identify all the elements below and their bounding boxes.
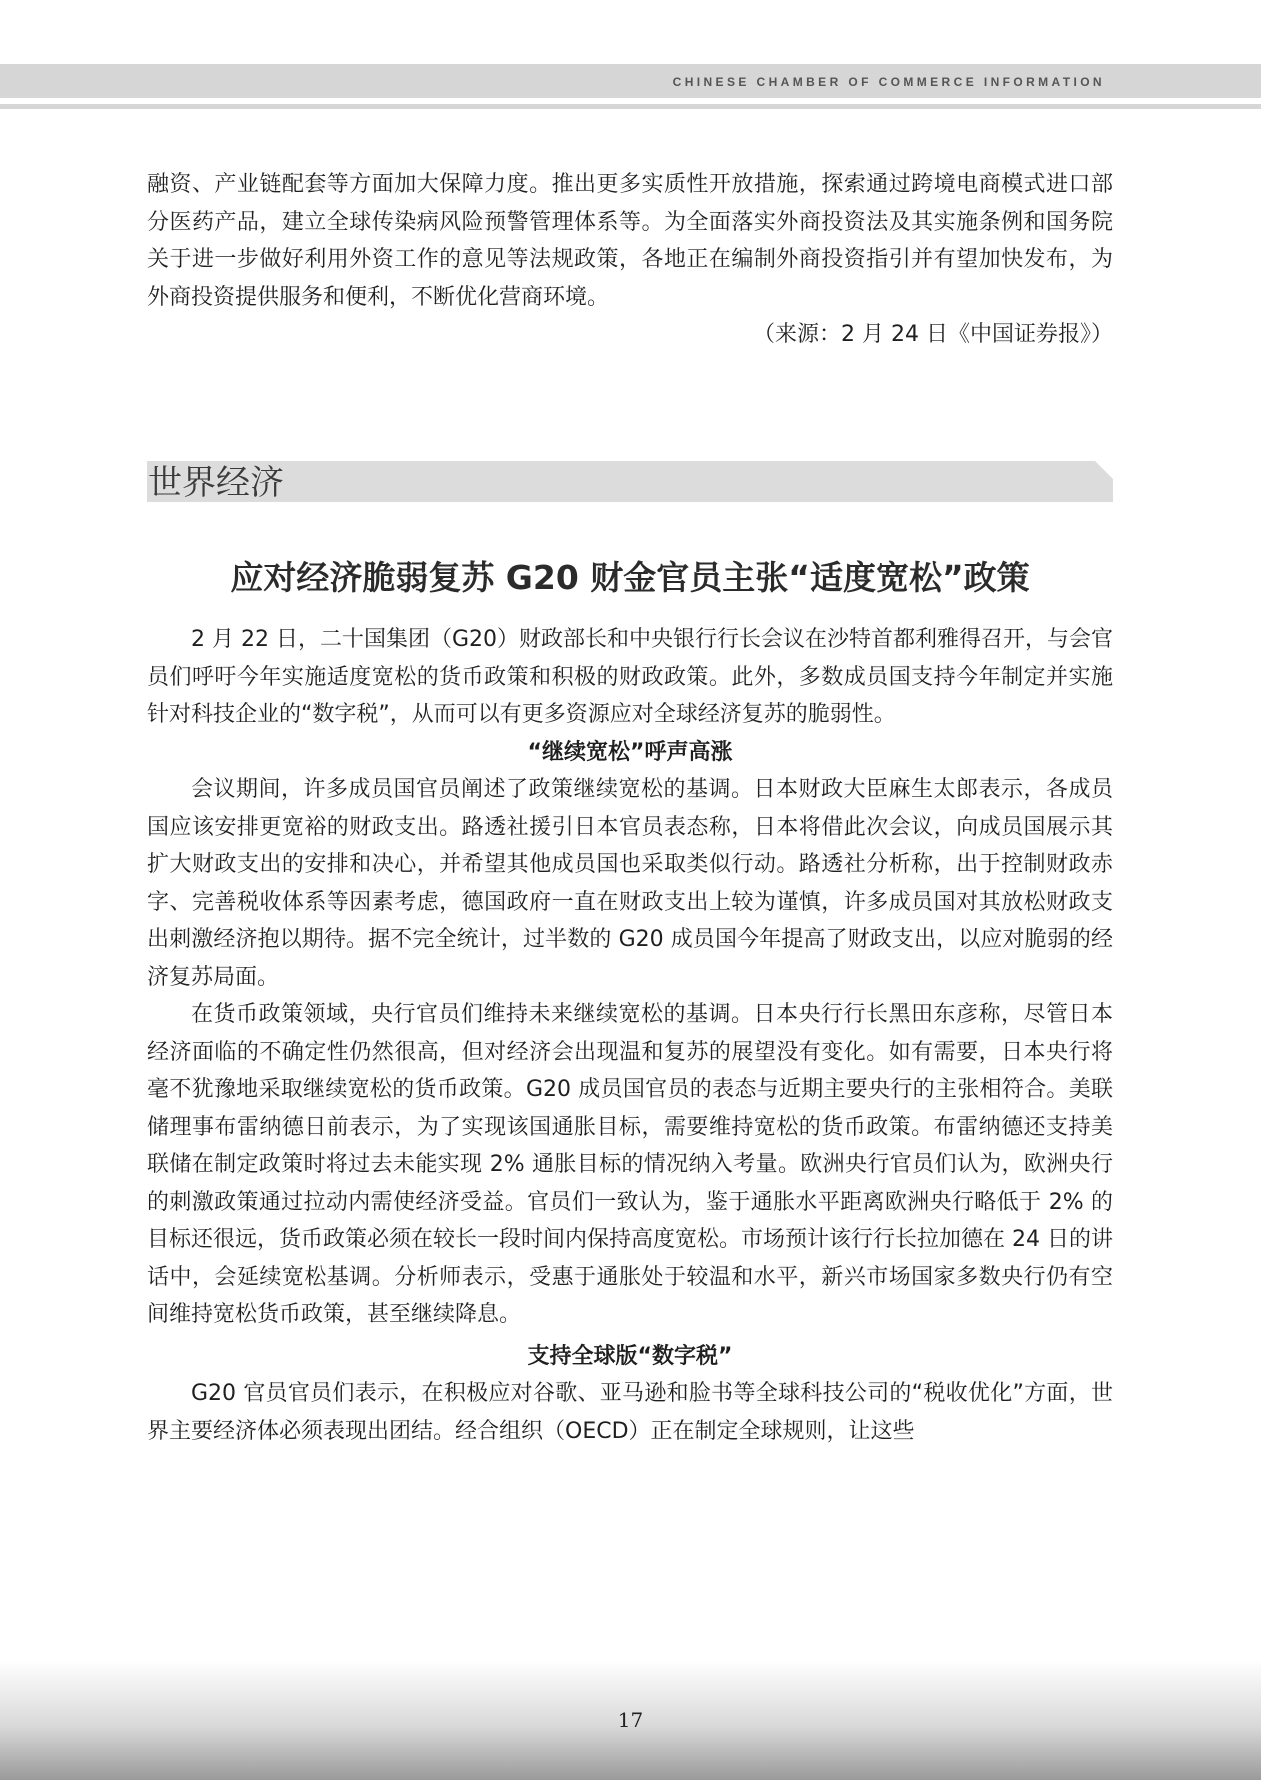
paragraph-digital-tax: G20 官员官员们表示，在积极应对谷歌、亚马逊和脸书等全球科技公司的“税收优化”方面，世界主要经济体必须表现出团结。经合组织（OECD）正在制定全球规则，让这些 — [147, 1381, 1113, 1444]
publication-name: CHINESE CHAMBER OF COMMERCE INFORMATION — [672, 75, 1105, 89]
section-label: 世界经济 — [148, 463, 284, 503]
previous-article-tail: 融资、产业链配套等方面加大保障力度。推出更多实质性开放措施，探索通过跨境电商模式进口部分医药产品，建立全球传染病风险预警管理体系等。为全面落实外商投资法及其实施条例和国务院关于进一步做好利用外资工作的意见等法规政策，各地正在编制外商投资指引并有望加快发布，为外商投资提供服务和便利，不断优化营商环境。 — [147, 172, 1113, 310]
article-intro: 2 月 22 日，二十国集团（G20）财政部长和中央银行行长会议在沙特首都利雅得召开，与会官员们呼吁今年实施适度宽松的货币政策和积极的财政政策。此外，多数成员国支持今年制定并实施针对科技企业的“数字税”，从而可以有更多资源应对全球经济复苏的脆弱性。 — [147, 627, 1114, 727]
subheading-continued-easing: “继续宽松”呼声高涨 — [527, 739, 733, 765]
source-citation: （来源：2 月 24 日《中国证券报》） — [753, 322, 1113, 347]
paragraph-fiscal: 会议期间，许多成员国官员阐述了政策继续宽松的基调。日本财政大臣麻生太郎表示，各成员国应该安排更宽裕的财政支出。路透社援引日本官员表态称，日本将借此次会议，向成员国展示其扩大财政支出的安排和决心，并希望其他成员国也采取类似行动。路透社分析称，出于控制财政赤字、完善税收体系等因素考虑，德国政府一直在财政支出上较为谨慎，许多成员国对其放松财政支出刺激经济抱以期待。据不完全统计，过半数的 G20 成员国今年提高了财政支出，以应对脆弱的经济复苏局面。 — [147, 777, 1113, 990]
page-number: 17 — [617, 1708, 644, 1732]
article-body — [147, 621, 1113, 1450]
subheading-digital-tax: 支持全球版“数字税” — [527, 1343, 733, 1369]
previous-article — [147, 166, 1113, 354]
section-bar — [147, 461, 1113, 502]
paragraph-monetary: 在货币政策领域，央行官员们维持未来继续宽松的基调。日本央行行长黑田东彦称，尽管日本经济面临的不确定性仍然很高，但对经济会出现温和复苏的展望没有变化。如有需要，日本央行将毫不犹豫地采取继续宽松的货币政策。G20 成员国官员的表态与近期主要央行的主张相符合。美联储理事布雷纳德日前表示，为了实现该国通胀目标，需要维持宽松的货币政策。布雷纳德还支持美联储在制定政策时将过去未能实现 2% 通胀目标的情况纳入考量。欧洲央行官员们认为，欧洲央行的刺激政策通过拉动内需使经济受益。官员们一致认为，鉴于通胀水平距离欧洲央行略低于 2% 的目标还很远，货币政策必须在较长一段时间内保持高度宽松。市场预计该行行长拉加德在 24 日的讲话中，会延续宽松基调。分析师表示，受惠于通胀处于较温和水平，新兴市场国家多数央行仍有空间维持宽松货币政策，甚至继续降息。 — [147, 1002, 1113, 1327]
article-title: 应对经济脆弱复苏 G20 财金官员主张“适度宽松”政策 — [230, 558, 1030, 597]
header-rule — [0, 104, 1261, 109]
